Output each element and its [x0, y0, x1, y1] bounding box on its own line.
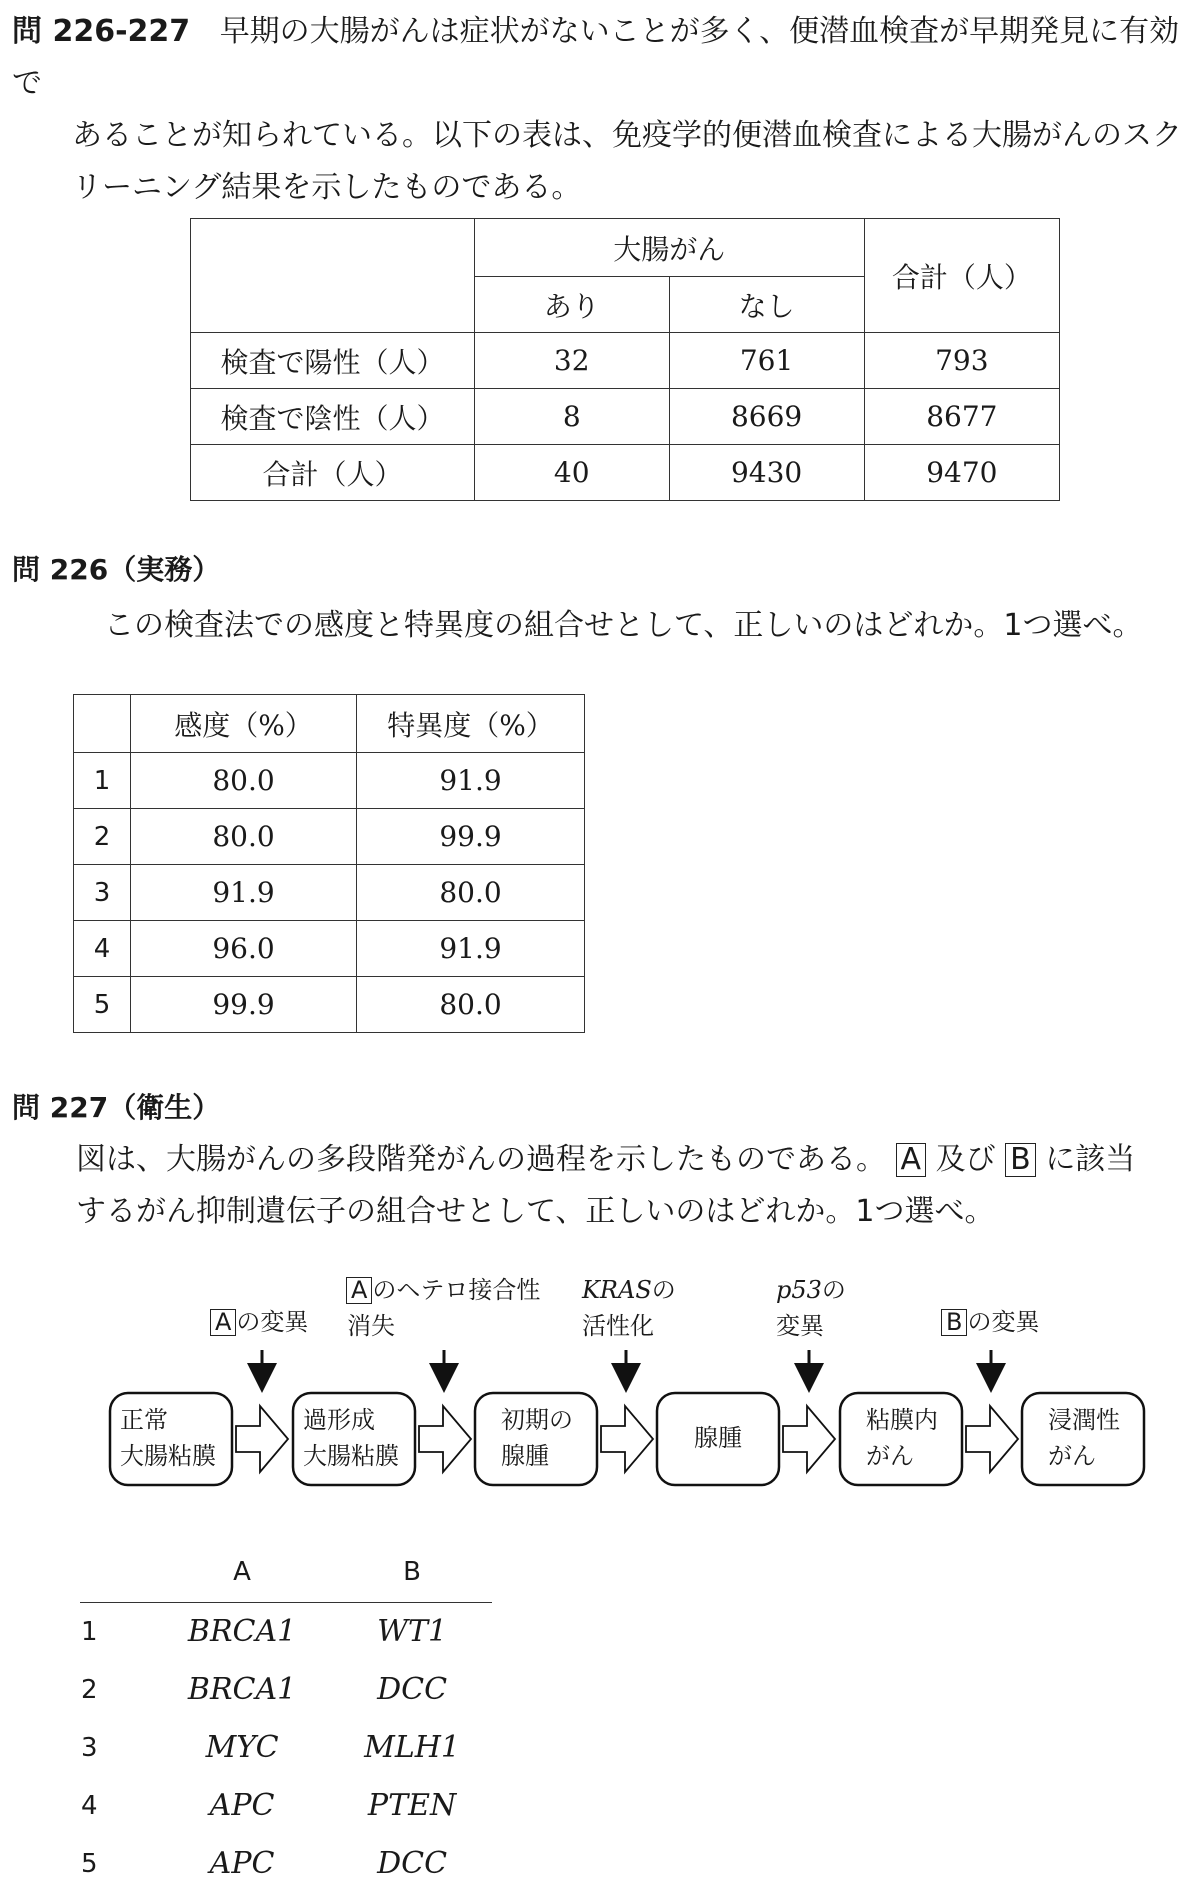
col-total: 合計（人）	[864, 219, 1059, 333]
stage-line: 粘膜内	[866, 1406, 938, 1434]
stage-line: 大腸粘膜	[120, 1442, 216, 1470]
option-specificity: 91.9	[357, 921, 585, 977]
event-label-b-mutation	[941, 1306, 1039, 1338]
q227-options-table	[80, 1542, 492, 1893]
box-a: A	[896, 1143, 927, 1177]
col-no: なし	[669, 277, 864, 333]
option-number: 4	[74, 921, 131, 977]
option-gene-a: APC	[209, 1788, 275, 1823]
option-row[interactable]	[74, 865, 585, 921]
q226-heading: 問 226（実務）	[12, 553, 221, 586]
event-label-a-mutation	[210, 1306, 308, 1338]
q226-text-main: この検査法での感度と特異度の組合せとして、正しいのはどれか。	[104, 608, 1004, 643]
stage-label-intramucosal	[844, 1402, 984, 1474]
cell: 8677	[864, 389, 1059, 445]
q227-text-2a: するがん抑制遺伝子の組合せとして、正しいのはどれか。	[76, 1194, 856, 1229]
q226-options-table	[73, 694, 585, 1033]
option-row[interactable]	[74, 753, 585, 809]
q226-select-count: 1つ選べ。	[1003, 608, 1143, 643]
option-row[interactable]	[74, 809, 585, 865]
row-label: 合計（人）	[191, 445, 475, 501]
col-sensitivity: 感度（%）	[131, 695, 357, 753]
q227-text-1a: 図は、大腸がんの多段階発がんの過程を示したものである。	[76, 1142, 886, 1177]
cell: 40	[474, 445, 669, 501]
option-sensitivity: 99.9	[131, 977, 357, 1033]
stage-line: 腺腫	[501, 1442, 549, 1470]
event-text: の変異	[967, 1308, 1040, 1336]
gene-kras: KRAS	[582, 1276, 652, 1304]
q226-text	[104, 600, 1143, 652]
option-row[interactable]	[74, 977, 585, 1033]
table-row	[191, 389, 1060, 445]
option-specificity: 80.0	[357, 977, 585, 1033]
stage-label-adenoma	[657, 1420, 779, 1456]
box-b: B	[941, 1309, 967, 1336]
stage-line: 腺腫	[694, 1424, 742, 1452]
stage-label-early-adenoma	[479, 1402, 619, 1474]
option-row[interactable]	[80, 1719, 492, 1777]
stage-label-hyperplastic	[297, 1402, 421, 1474]
option-gene-b: DCC	[377, 1846, 448, 1881]
option-number: 1	[74, 753, 131, 809]
box-a: A	[346, 1277, 372, 1304]
option-sensitivity: 91.9	[131, 865, 357, 921]
option-sensitivity: 80.0	[131, 809, 357, 865]
q227-heading: 問 227（衛生）	[12, 1091, 221, 1124]
carcinogenesis-diagram	[0, 1276, 1200, 1510]
cell: 32	[474, 333, 669, 389]
q227-text-1b: 及び	[935, 1142, 996, 1177]
option-gene-a: MYC	[205, 1730, 279, 1765]
option-number: 2	[74, 809, 131, 865]
question-number: 問 226-227	[12, 14, 191, 49]
cell: 761	[669, 333, 864, 389]
cell: 8669	[669, 389, 864, 445]
stage-line: 大腸粘膜	[303, 1442, 399, 1470]
option-number: 3	[81, 1732, 98, 1763]
option-specificity: 91.9	[357, 753, 585, 809]
table-corner	[191, 219, 475, 333]
table-row	[191, 445, 1060, 501]
q227-text-1c: に該当	[1045, 1142, 1136, 1177]
intro-line-2: あることが知られている。以下の表は、免疫学的便潜血検査による大腸がんのスク	[72, 118, 1182, 153]
option-gene-a: APC	[209, 1846, 275, 1881]
stage-line: 正常	[120, 1406, 168, 1434]
option-row[interactable]	[74, 921, 585, 977]
progression-arrow	[783, 1406, 835, 1472]
q227-text	[76, 1134, 1186, 1238]
option-specificity: 99.9	[357, 809, 585, 865]
event-label-a-loh	[346, 1272, 540, 1344]
gene-p53: p53	[776, 1276, 822, 1304]
option-number: 5	[74, 977, 131, 1033]
option-number: 3	[74, 865, 131, 921]
progression-arrow	[419, 1406, 471, 1472]
table-corner	[80, 1542, 152, 1602]
stage-line: がん	[1048, 1442, 1096, 1470]
event-text: 消失	[347, 1312, 395, 1340]
row-label: 検査で陽性（人）	[191, 333, 475, 389]
cell: 9470	[864, 445, 1059, 501]
event-text: の	[821, 1276, 846, 1304]
option-row[interactable]	[80, 1835, 492, 1893]
stage-line: 初期の	[501, 1406, 573, 1434]
option-row[interactable]	[80, 1661, 492, 1719]
option-number: 5	[81, 1848, 98, 1879]
box-a: A	[210, 1309, 236, 1336]
option-row[interactable]	[80, 1602, 492, 1661]
table-row	[191, 333, 1060, 389]
event-text: の変異	[236, 1308, 309, 1336]
option-gene-b: DCC	[377, 1672, 448, 1707]
col-group-cancer: 大腸がん	[474, 219, 864, 277]
event-label-p53	[776, 1272, 846, 1344]
option-sensitivity: 96.0	[131, 921, 357, 977]
intro-line-3: リーニング結果を示したものである。	[72, 170, 582, 205]
cell: 793	[864, 333, 1059, 389]
intro-paragraph	[12, 6, 1192, 214]
event-text: 変異	[776, 1312, 824, 1340]
stage-label-invasive	[1026, 1402, 1166, 1474]
event-label-kras	[582, 1272, 676, 1344]
option-gene-b: WT1	[377, 1614, 448, 1649]
event-text: の	[651, 1276, 676, 1304]
progression-arrow	[236, 1406, 288, 1472]
option-number: 4	[81, 1790, 98, 1821]
stage-line: がん	[866, 1442, 914, 1470]
option-number: 2	[81, 1674, 98, 1705]
box-b: B	[1005, 1143, 1036, 1177]
option-gene-b: MLH1	[364, 1730, 461, 1765]
option-gene-a: BRCA1	[187, 1672, 297, 1707]
stage-label-normal	[114, 1402, 238, 1474]
screening-table	[190, 218, 1060, 501]
intro-line-1	[12, 6, 1192, 110]
stage-line: 過形成	[303, 1406, 375, 1434]
table-corner	[74, 695, 131, 753]
col-yes: あり	[474, 277, 669, 333]
intro-text-1: 早期の大腸がんは症状がないことが多く、便潜血検査が早期発見に有効で	[12, 14, 1180, 101]
stage-line: 浸潤性	[1048, 1406, 1120, 1434]
option-row[interactable]	[80, 1777, 492, 1835]
col-b: B	[403, 1556, 421, 1587]
option-sensitivity: 80.0	[131, 753, 357, 809]
q227-select-count: 1つ選べ。	[855, 1194, 995, 1229]
q227-line-1	[76, 1134, 1186, 1186]
col-a: A	[233, 1556, 251, 1587]
event-text: 活性化	[582, 1312, 654, 1340]
cell: 9430	[669, 445, 864, 501]
event-text: のヘテロ接合性	[372, 1276, 541, 1304]
cell: 8	[474, 389, 669, 445]
col-specificity: 特異度（%）	[357, 695, 585, 753]
option-gene-a: BRCA1	[187, 1614, 297, 1649]
option-number: 1	[81, 1616, 98, 1647]
option-gene-b: PTEN	[367, 1788, 457, 1823]
row-label: 検査で陰性（人）	[191, 389, 475, 445]
q227-line-2	[76, 1186, 1186, 1238]
option-specificity: 80.0	[357, 865, 585, 921]
